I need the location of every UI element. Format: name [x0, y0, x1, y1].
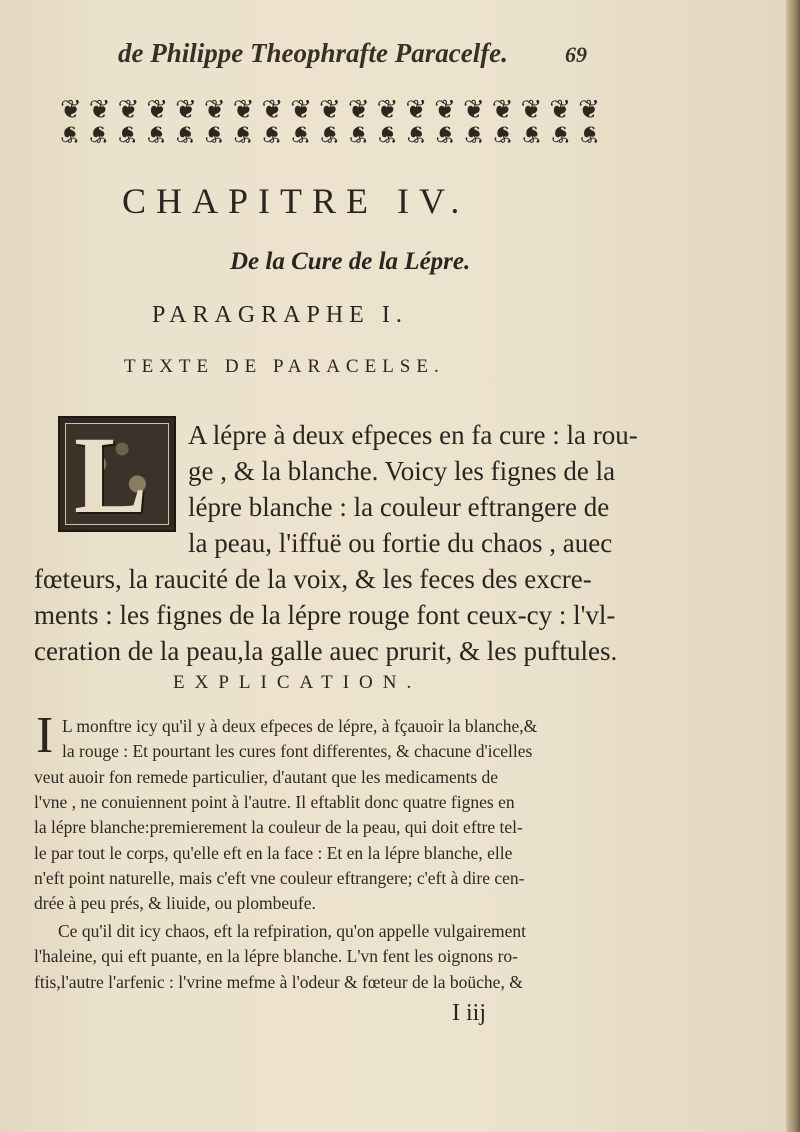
fleuron-icon: ❦ — [203, 96, 224, 125]
explication-line: le par tout le corps, qu'elle eft en la face : Et en la lépre blanche, elle — [34, 843, 513, 863]
fleuron-icon: ❦ — [493, 120, 512, 148]
explication-line: la lépre blanche:premierement la couleur de la peau, qui doit eftre tel- — [34, 817, 523, 837]
chapter-subtitle: De la Cure de la Lépre. — [230, 248, 471, 275]
fleuron-icon: ❦ — [319, 96, 339, 125]
fleuron-icon: ❦ — [464, 120, 483, 148]
paragraph-heading: PARAGRAPHE I. — [152, 302, 408, 328]
fleuron-icon: ❦ — [204, 120, 223, 148]
explication-heading: EXPLICATION. — [173, 672, 422, 693]
fleuron-icon: ❦ — [291, 120, 310, 148]
fleuron-icon: ❦ — [579, 120, 598, 148]
signature-mark: I iij — [452, 1000, 486, 1026]
fleuron-icon: ❦ — [175, 96, 195, 125]
explication-line: Ce qu'il dit icy chaos, eft la refpiration, qu'on appelle vulgairement — [58, 921, 526, 941]
fleuron-icon: ❦ — [491, 96, 512, 125]
fleuron-icon: ❦ — [146, 120, 165, 148]
explication-line: veut auoir fon remede particulier, d'autant que les medicaments de — [34, 767, 499, 787]
ornament-row — [60, 96, 598, 125]
fleuron-icon: ❦ — [88, 96, 109, 125]
drop-cap-letter: L — [74, 414, 148, 536]
fleuron-icon: ❦ — [88, 120, 107, 148]
explication-line: drée à peu prés, & liuide, ou plombeufe. — [34, 893, 316, 913]
running-head: de Philippe Theophrafte Paracelfe. — [118, 38, 508, 68]
text-heading: TEXTE DE PARACELSE. — [124, 356, 445, 377]
page-number: 69 — [565, 42, 587, 67]
fleuron-icon: ❦ — [117, 120, 136, 148]
fleuron-icon: ❦ — [405, 96, 426, 125]
fleuron-icon: ❦ — [290, 96, 311, 125]
explication-line: ftis,l'autre l'arfenic : l'vrine mefme à l'odeur & fœteur de la boüche, & — [34, 972, 523, 992]
fleuron-icon: ❦ — [550, 120, 569, 148]
fleuron-icon: ❦ — [347, 96, 368, 125]
fleuron-icon: ❦ — [261, 96, 282, 125]
text-line: ceration de la peau,la galle auec prurit, & les puftules. — [34, 636, 618, 666]
page-spine-edge — [786, 0, 800, 1132]
fleuron-icon: ❦ — [117, 96, 138, 125]
chapter-title: CHAPITRE IV. — [122, 181, 470, 221]
fleuron-icon: ❦ — [319, 120, 338, 148]
fleuron-icon: ❦ — [434, 96, 454, 125]
fleuron-icon: ❦ — [435, 120, 454, 148]
fleuron-icon: ❦ — [348, 120, 367, 148]
fleuron-icon: ❦ — [520, 96, 541, 125]
fleuron-icon: ❦ — [406, 120, 425, 148]
text-line: A lépre à deux efpeces en fa cure : la rou- — [188, 420, 638, 450]
explication-line: l'haleine, qui eft puante, en la lépre blanche. L'vn fent les oignons ro- — [34, 946, 518, 966]
text-line: ge , & la blanche. Voicy les fignes de la — [188, 456, 616, 486]
text-line: ments : les fignes de la lépre rouge font ceux-cy : l'vl- — [34, 600, 616, 630]
fleuron-icon: ❦ — [578, 96, 598, 125]
decorative-ornament-band — [60, 96, 598, 148]
explication-drop-cap: I — [36, 707, 54, 764]
fleuron-icon: ❦ — [549, 96, 570, 125]
fleuron-icon: ❦ — [377, 120, 396, 148]
fleuron-icon: ❦ — [462, 96, 483, 125]
explication-line: n'eft point naturelle, mais c'eft vne couleur eftrangere; c'eft à dire cen- — [34, 868, 525, 888]
fleuron-icon: ❦ — [522, 120, 541, 148]
ornament-row — [60, 122, 598, 146]
decorated-drop-cap — [58, 414, 176, 536]
fleuron-icon: ❦ — [376, 96, 397, 125]
fleuron-icon: ❦ — [232, 96, 253, 125]
explication-line: L monftre icy qu'il y à deux efpeces de lépre, à fçauoir la blanche,& — [62, 716, 538, 736]
explication-line: la rouge : Et pourtant les cures font differentes, & chacune d'icelles — [62, 741, 533, 761]
fleuron-icon: ❦ — [60, 96, 80, 125]
text-line: la peau, l'iffuë ou fortie du chaos , auec — [188, 528, 613, 558]
fleuron-icon: ❦ — [146, 96, 167, 125]
text-line: lépre blanche : la couleur eftrangere de — [188, 492, 610, 522]
fleuron-icon: ❦ — [262, 120, 281, 148]
text-line: fœteurs, la raucité de la voix, & les feces des excre- — [34, 564, 592, 594]
fleuron-icon: ❦ — [175, 120, 194, 148]
fleuron-icon: ❦ — [60, 120, 79, 148]
fleuron-icon: ❦ — [233, 120, 252, 148]
explication-line: l'vne , ne conuiennent point à l'autre. Il eftablit donc quatre fignes en — [34, 792, 515, 812]
